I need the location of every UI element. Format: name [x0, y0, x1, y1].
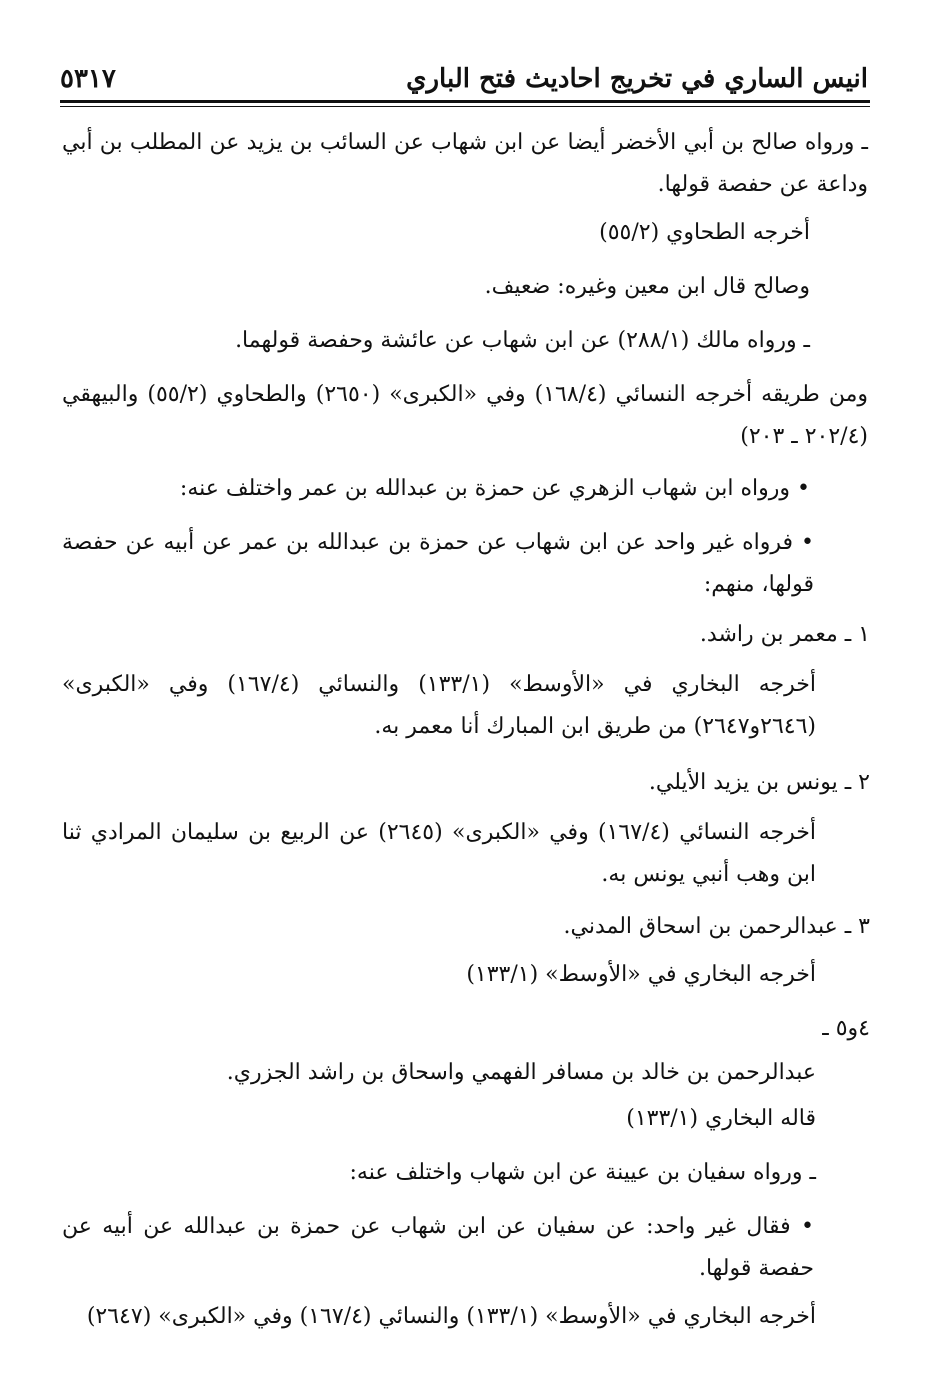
- bullet-many-narrators: • فرواه غير واحد عن ابن شهاب عن حمزة بن عبدالله بن عمر عن أبيه عن حفصة قولها، منهم:: [62, 530, 814, 597]
- header-rule-thin: [60, 106, 870, 107]
- page-header: [60, 60, 868, 100]
- paragraph-sufyan-narration: ـ ورواه سفيان بن عيينة عن ابن شهاب واختلف عنه:: [349, 1160, 816, 1185]
- paragraph-tahawi-ref: أخرجه الطحاوي (٥٥/٢): [599, 220, 810, 245]
- item-1-mamar: ١ ـ معمر بن راشد.: [699, 622, 870, 647]
- paragraph-final-takhrij: أخرجه البخاري في «الأوسط» (١٣٣/١) والنسائي (١٦٧/٤) وفي «الكبرى» (٢٦٤٧): [86, 1304, 816, 1329]
- item-2-yunus: ٢ ـ يونس بن يزيد الأيلي.: [648, 770, 870, 795]
- running-title: انيس الساري في تخريج احاديث فتح الباري: [406, 64, 868, 94]
- page-number: ٥٣١٧: [60, 64, 116, 94]
- paragraph-salih-weak: وصالح قال ابن معين وغيره: ضعيف.: [484, 274, 810, 299]
- bullet-zuhri-hamza: • ورواه ابن شهاب الزهري عن حمزة بن عبدالله بن عمر واختلف عنه:: [179, 476, 810, 501]
- header-rule: [60, 100, 870, 103]
- paragraph-yunus-takhrij: أخرجه النسائي (١٦٧/٤) وفي «الكبرى» (٢٦٤٥) عن الربيع بن سليمان المرادي ثنا ابن وهب أنبي يونس به.: [62, 820, 816, 887]
- paragraph-salih-narration: ـ ورواه صالح بن أبي الأخضر أيضا عن ابن شهاب عن السائب بن يزيد عن المطلب بن أبي وداعة عن حفصة قولها.: [62, 130, 868, 197]
- paragraph-nasai-tahawi-bayhaqi: ومن طريقه أخرجه النسائي (١٦٨/٤) وفي «الكبرى» (٢٦٥٠) والطحاوي (٥٥/٢) والبيهقي (٢٠٢/٤ ـ ٢٠٣): [62, 382, 868, 449]
- bullet-sufyan-many: • فقال غير واحد: عن سفيان عن ابن شهاب عن حمزة بن عبدالله عن أبيه عن حفصة قولها.: [62, 1214, 814, 1281]
- paragraph-malik-narration: ـ ورواه مالك (٢٨٨/١) عن ابن شهاب عن عائشة وحفصة قولهما.: [235, 328, 810, 353]
- paragraph-item-4-5-names: عبدالرحمن بن خالد بن مسافر الفهمي واسحاق بن راشد الجزري.: [226, 1060, 816, 1085]
- paragraph-abdurrahman-takhrij: أخرجه البخاري في «الأوسط» (١٣٣/١): [466, 962, 816, 987]
- item-3-abdurrahman: ٣ ـ عبدالرحمن بن اسحاق المدني.: [563, 914, 870, 939]
- paragraph-bukhari-said: قاله البخاري (١٣٣/١): [626, 1106, 816, 1131]
- paragraph-mamar-takhrij: أخرجه البخاري في «الأوسط» (١٣٣/١) والنسائي (١٦٧/٤) وفي «الكبرى» (٢٦٤٦و٢٦٤٧) من طريق ابن المبارك أنا معمر به.: [62, 672, 816, 739]
- item-4-5-label: ٤و٥ ـ: [822, 1016, 870, 1041]
